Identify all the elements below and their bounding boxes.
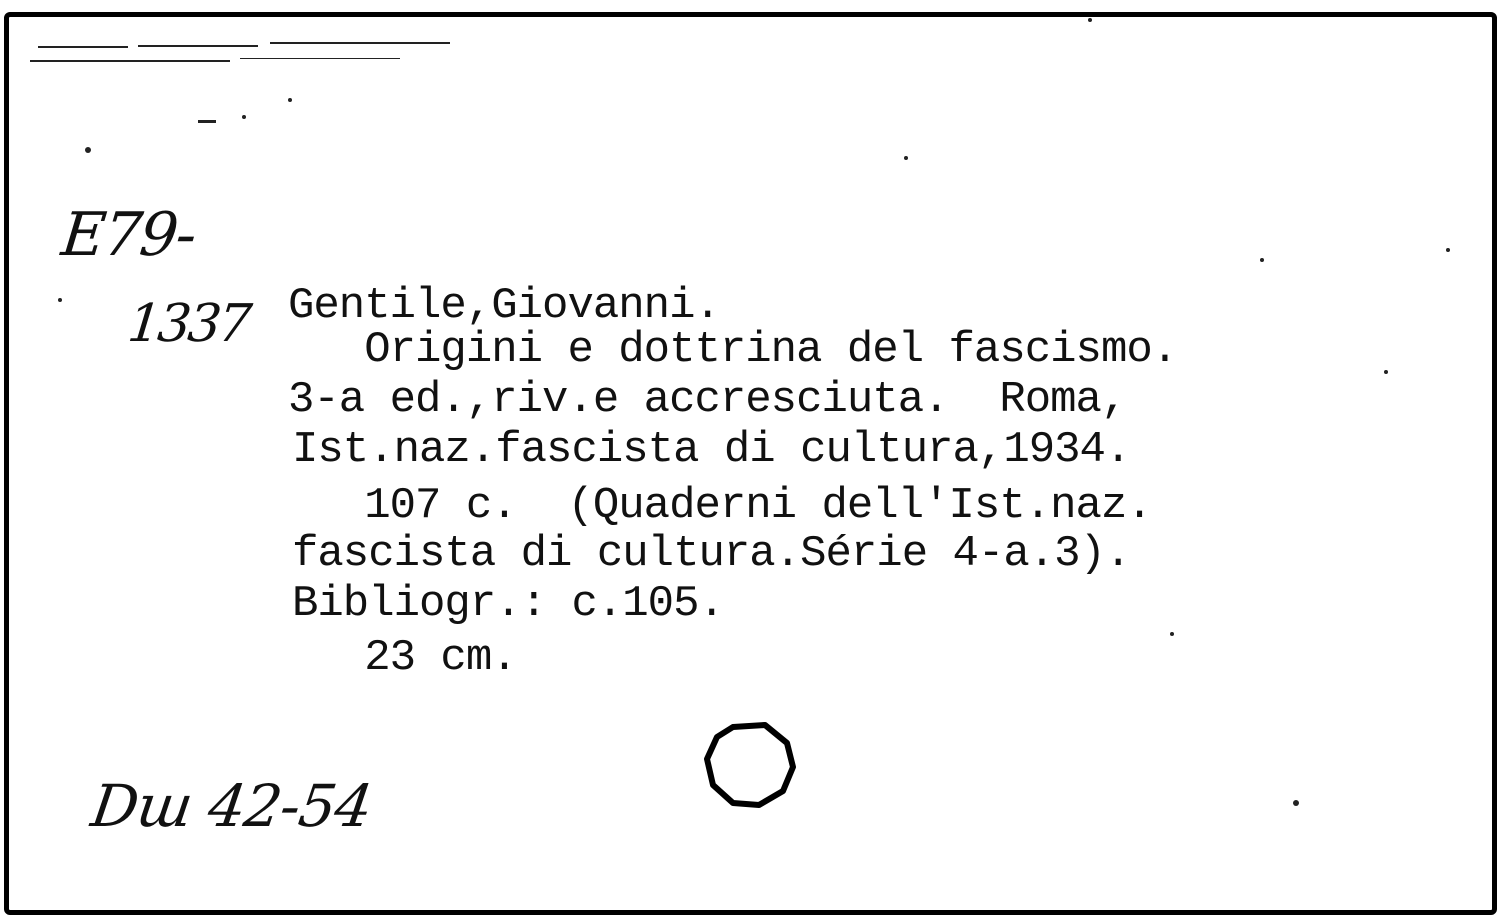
call-number-line2: 1337 (124, 294, 252, 354)
entry-line: Gentile,Giovanni. (288, 281, 720, 331)
entry-line: 107 c. (Quaderni dell'Ist.naz. (288, 481, 1152, 531)
call-number-line1: E79- (58, 200, 199, 270)
entry-line: fascista di cultura.Série 4-a.3). (292, 529, 1131, 579)
entry-line: Bibliogr.: c.105. (292, 579, 724, 629)
punch-hole-icon (703, 721, 797, 809)
entry-line: Origini e dottrina del fascismo. (288, 325, 1178, 375)
entry-line: Ist.naz.fascista di cultura,1934. (292, 425, 1131, 475)
entry-line: 3-a ed.,riv.e accresciuta. Roma, (288, 375, 1127, 425)
entry-line: 23 cm. (288, 633, 517, 683)
handwritten-note: Dш 42-54 (87, 772, 376, 840)
